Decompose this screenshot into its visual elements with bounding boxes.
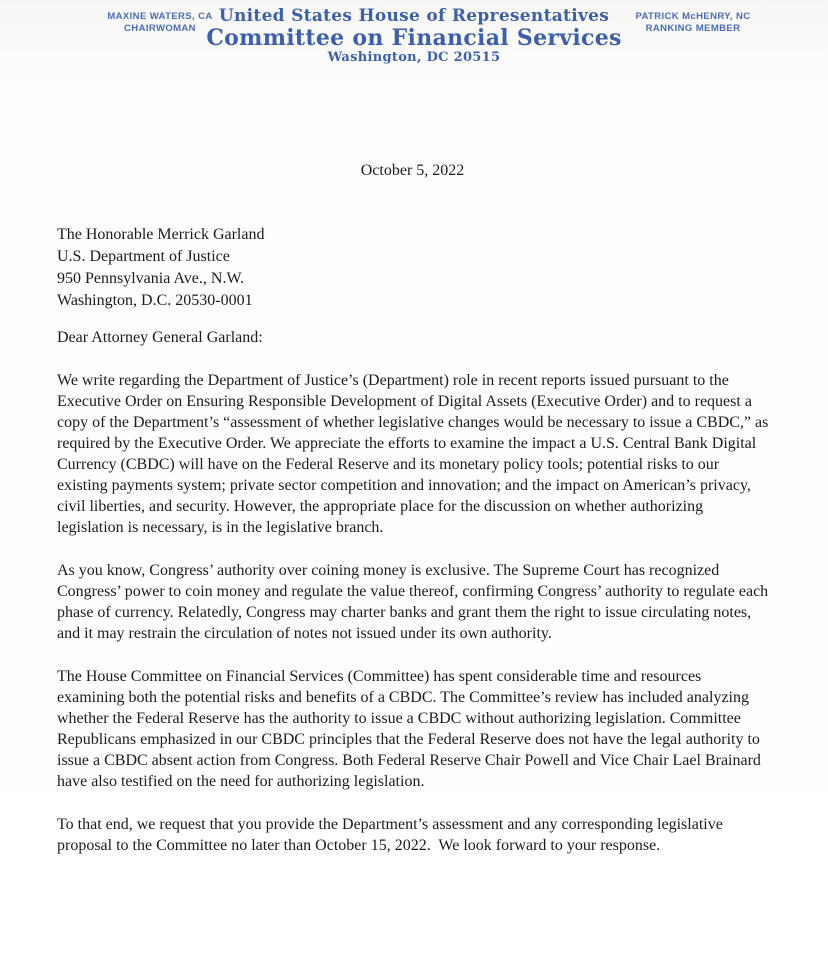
paragraph-committee-review: The House Committee on Financial Services (Committee) has spent considerable time and resources examining both the potential risks and benefits of a CBDC. The Committee’s review has included analyzing whether the Federal Reserve has the authority to issue a CBDC without authorizing legislation. Committee Republicans emphasized in our CBDC principles that the Federal Reserve does not have the legal authority to issue a CBDC absent action from Congress. Both Federal Reserve Chair Powell and Vice Chair Lael Brainard have also testified on the need for authorizing legislation. xyxy=(57,668,765,790)
chairwoman-title: CHAIRWOMAN xyxy=(124,23,196,34)
masthead-address: Washington, DC 20515 xyxy=(327,50,501,65)
paragraph-executive-order-request: We write regarding the Department of Justice’s (Department) role in recent reports issued pursuant to the Executive Order on Ensuring Responsible Development of Digital Assets (Executive Order) and to request a copy of the Department’s “assessment of whether legislative changes would be necessary to issue a CBDC,” as required by the Executive Order. We appreciate the efforts to examine the impact a U.S. Central Bank Digital Currency (CBDC) will have on the Federal Reserve and its monetary policy tools; potential risks to our existing payments system; private sector competition and innovation; and the impact on American’s privacy, civil liberties, and security. However, the appropriate place for the discussion on whether authorizing legislation is necessary, is in the legislative branch. xyxy=(57,372,773,536)
recipient-organization: U.S. Department of Justice xyxy=(57,248,230,265)
letter-date: October 5, 2022 xyxy=(360,162,465,179)
recipient-name: The Honorable Merrick Garland xyxy=(57,226,265,243)
recipient-city-zip: Washington, D.C. 20530-0001 xyxy=(57,292,253,309)
salutation: Dear Attorney General Garland: xyxy=(57,329,263,346)
masthead-chamber: United States House of Representatives xyxy=(218,6,610,26)
recipient-address-block xyxy=(57,224,768,312)
ranking-member-name: PATRICK McHENRY, NC xyxy=(635,11,751,22)
letter-body xyxy=(0,160,828,856)
ranking-member-block xyxy=(588,11,798,35)
recipient-street-address: 950 Pennsylvania Ave., N.W. xyxy=(57,270,245,287)
ranking-member-title: RANKING MEMBER xyxy=(645,23,741,34)
chairwoman-name: MAXINE WATERS, CA xyxy=(107,11,213,22)
letterhead xyxy=(0,0,828,90)
paragraph-congress-authority: As you know, Congress’ authority over coining money is exclusive. The Supreme Court has recognized Congress’ power to coin money and regulate the value thereof, confirming Congress’ authority to regulate each phase of currency. Relatedly, Congress may charter banks and grant them the right to issue circulating notes, and it may restrain the circulation of notes not issued under its own authority. xyxy=(57,562,773,642)
paragraph-deadline-request: To that end, we request that you provide the Department’s assessment and any corresponding legislative proposal to the Committee no later than October 15, 2022. We look forward to your response. xyxy=(57,816,727,854)
masthead-committee: Committee on Financial Services xyxy=(206,25,622,51)
